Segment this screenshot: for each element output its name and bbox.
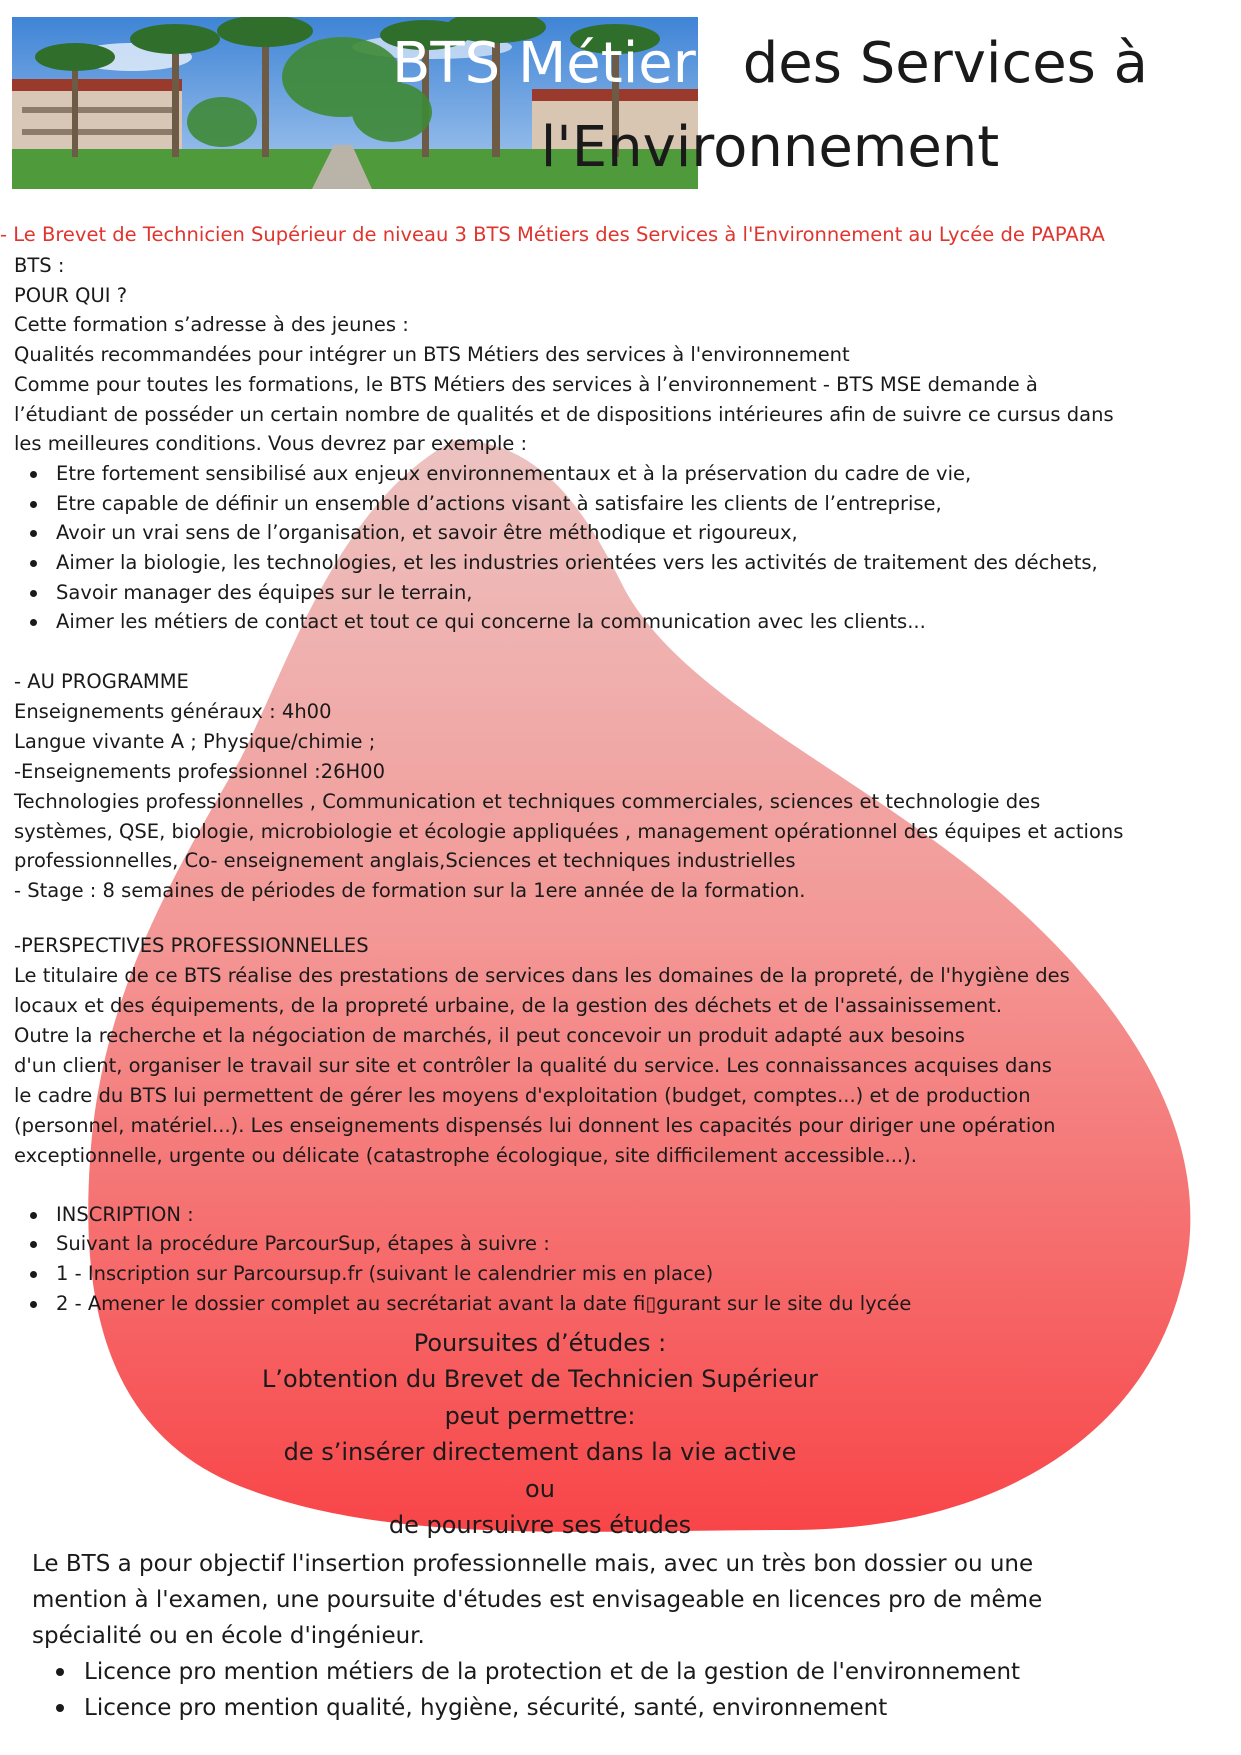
page-title xyxy=(300,22,1240,190)
programme-line: Langue vivante A ; Physique/chimie ; xyxy=(14,730,376,753)
perspectives-heading: -PERSPECTIVES PROFESSIONNELLES xyxy=(14,934,369,957)
intro-line: POUR QUI ? xyxy=(14,284,128,307)
perspectives-line: d'un client, organiser le travail sur site et contrôler la qualité du service. Les connaissances acquises dans xyxy=(14,1054,1052,1077)
conclusion-line: mention à l'examen, une poursuite d'études est envisageable en licences pro de même xyxy=(32,1587,1043,1613)
programme-heading: - AU PROGRAMME xyxy=(14,670,189,693)
perspectives-line: le cadre du BTS lui permettent de gérer les moyens d'exploitation (budget, comptes...) et de production xyxy=(14,1084,1031,1107)
poursuites-line: ou xyxy=(525,1475,555,1503)
programme-line: Technologies professionnelles , Communication et techniques commerciales, sciences et technologie des xyxy=(14,790,1041,813)
perspectives-line: (personnel, matériel...). Les enseignements dispensés lui donnent les capacités pour diriger une opération xyxy=(14,1114,1056,1137)
quality-bullet: Savoir manager des équipes sur le terrain, xyxy=(56,578,473,608)
poursuites-line: L’obtention du Brevet de Technicien Supérieur xyxy=(261,1365,819,1393)
perspectives-line: Outre la recherche et la négociation de marchés, il peut concevoir un produit adapté aux besoins xyxy=(14,1024,965,1047)
intro-line: BTS : xyxy=(14,254,65,277)
title-line-2: l'Environnement xyxy=(540,115,1000,180)
intro-line: Comme pour toutes les formations, le BTS Métiers des services à l’environnement - BTS MSE demande à xyxy=(14,373,1038,396)
programme-line: Enseignements généraux : 4h00 xyxy=(14,700,332,723)
perspectives-line: exceptionnelle, urgente ou délicate (catastrophe écologique, site difficilement accessible...). xyxy=(14,1144,917,1167)
intro-line: Cette formation s’adresse à des jeunes : xyxy=(14,313,409,336)
intro-line: les meilleures conditions. Vous devrez par exemple : xyxy=(14,432,528,455)
title-line-1 xyxy=(300,22,1240,106)
programme-line: systèmes, QSE, biologie, microbiologie et écologie appliquées , management opérationnel des équipes et actions xyxy=(14,820,1124,843)
quality-bullet: Etre fortement sensibilisé aux enjeux environnementaux et à la préservation du cadre de vie, xyxy=(56,459,971,489)
licence-bullet: Licence pro mention qualité, hygiène, sécurité, santé, environnement xyxy=(84,1690,887,1726)
quality-bullet: Etre capable de définir un ensemble d’actions visant à satisfaire les clients de l’entreprise, xyxy=(56,489,942,519)
quality-bullet: Avoir un vrai sens de l’organisation, et savoir être méthodique et rigoureux, xyxy=(56,518,798,548)
poursuites-line: de poursuivre ses études xyxy=(388,1511,692,1539)
perspectives-line: locaux et des équipements, de la propreté urbaine, de la gestion des déchets et de l'assainissement. xyxy=(14,994,1003,1017)
quality-bullet: Aimer la biologie, les technologies, et les industries orientées vers les activités de traitement des déchets, xyxy=(56,548,1098,578)
programme-line: -Enseignements professionnel :26H00 xyxy=(14,760,385,783)
programme-line: - Stage : 8 semaines de périodes de formation sur la 1ere année de la formation. xyxy=(14,879,806,902)
inscription-bullet: 2 - Amener le dossier complet au secrétariat avant la date fi▯gurant sur le site du lycée xyxy=(56,1289,911,1319)
poursuites-line: de s’insérer directement dans la vie active xyxy=(283,1438,797,1466)
title-part-1: BTS Métiers xyxy=(392,31,725,96)
conclusion-line: Le BTS a pour objectif l'insertion professionnelle mais, avec un très bon dossier ou une xyxy=(32,1551,1034,1577)
inscription-bullet: INSCRIPTION : xyxy=(56,1200,194,1230)
poursuites-line: peut permettre: xyxy=(444,1402,636,1430)
poursuites-heading: Poursuites d’études : xyxy=(413,1329,667,1357)
quality-bullet: Aimer les métiers de contact et tout ce qui concerne la communication avec les clients... xyxy=(56,607,926,637)
conclusion-line: spécialité ou en école d'ingénieur. xyxy=(32,1623,425,1649)
inscription-bullet: Suivant la procédure ParcourSup, étapes à suivre : xyxy=(56,1229,550,1259)
programme-line: professionnelles, Co- enseignement anglais,Sciences et techniques industrielles xyxy=(14,849,796,872)
licence-bullet: Licence pro mention métiers de la protection et de la gestion de l'environnement xyxy=(84,1654,1020,1690)
title-part-2: des Services à xyxy=(724,31,1148,96)
subtitle: - Le Brevet de Technicien Supérieur de niveau 3 BTS Métiers des Services à l'Environnement au Lycée de PAPARA xyxy=(0,223,1105,246)
intro-line: Qualités recommandées pour intégrer un BTS Métiers des services à l'environnement xyxy=(14,343,850,366)
perspectives-line: Le titulaire de ce BTS réalise des prestations de services dans les domaines de la propreté, de l'hygiène des xyxy=(14,964,1070,987)
intro-line: l’étudiant de posséder un certain nombre de qualités et de dispositions intérieures afin de suivre ce cursus dans xyxy=(14,403,1114,426)
inscription-bullet: 1 - Inscription sur Parcoursup.fr (suivant le calendrier mis en place) xyxy=(56,1259,713,1289)
